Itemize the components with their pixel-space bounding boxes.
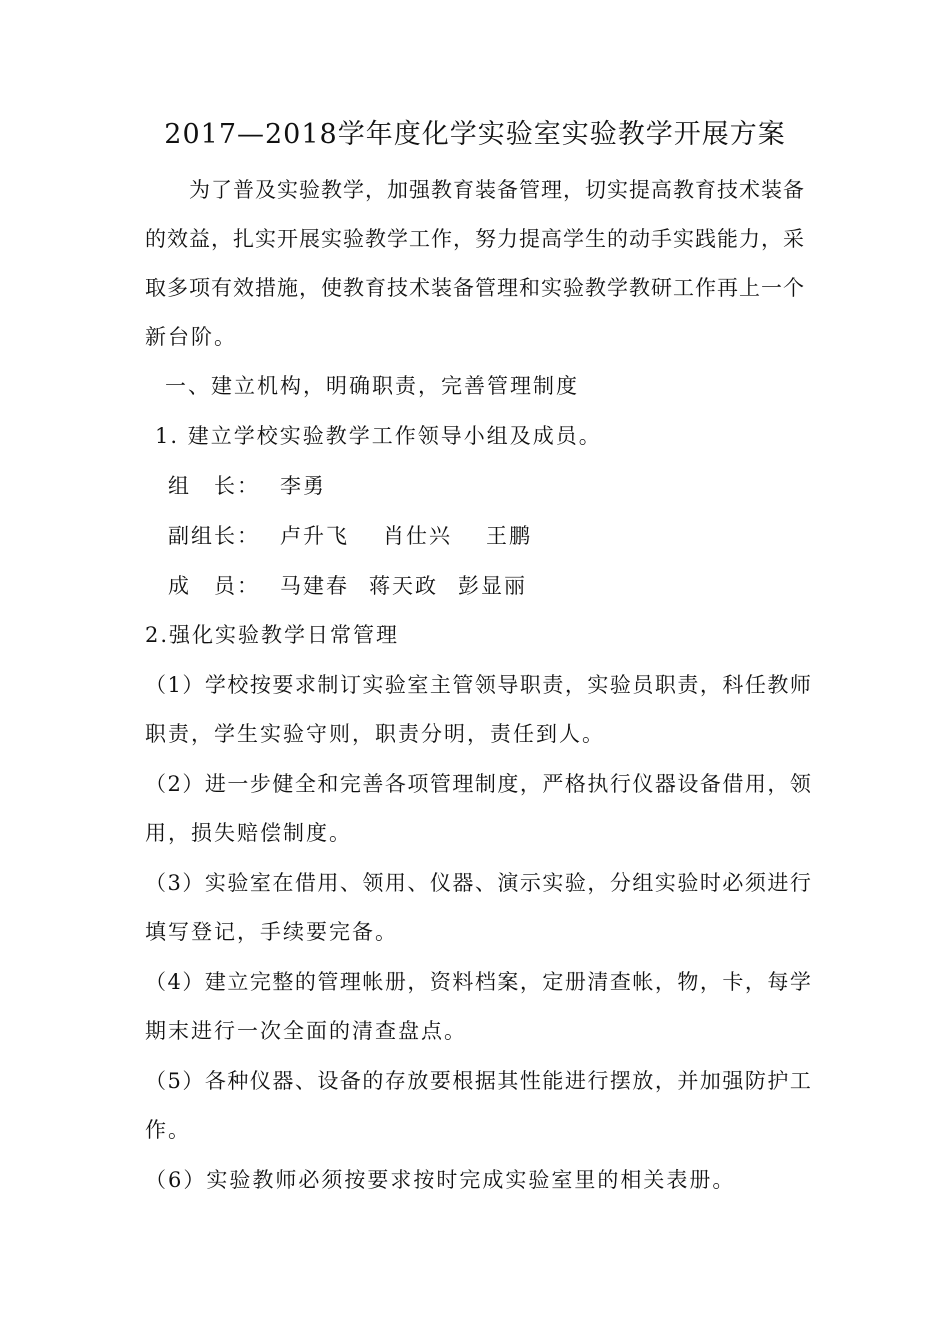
item2-line: 填写登记，手续要完备。 xyxy=(145,920,398,944)
item2-line: 期末进行一次全面的清查盘点。 xyxy=(145,1019,467,1043)
intro-line-4: 新台阶。 xyxy=(145,325,237,349)
item2-line: （4）建立完整的管理帐册，资料档案，定册清查帐，物，卡，每学 xyxy=(145,970,813,994)
item2-line: 用，损失赔偿制度。 xyxy=(145,821,352,845)
document-title: 2017—2018学年度化学实验室实验教学开展方案 xyxy=(164,119,786,150)
item2-line: （6）实验教师必须按要求按时完成实验室里的相关表册。 xyxy=(145,1168,736,1192)
item2-line: （3）实验室在借用、领用、仪器、演示实验，分组实验时必须进行 xyxy=(145,871,813,895)
item-heading-1: 1. 建立学校实验教学工作领导小组及成员。 xyxy=(155,424,602,448)
deputy-role-label: 副组长： xyxy=(168,524,260,548)
member-name: 彭显丽 xyxy=(458,574,527,598)
item2-line: 作。 xyxy=(145,1118,191,1142)
deputy-name: 卢升飞 xyxy=(280,524,349,548)
member-role-label: 成 员： xyxy=(168,574,260,598)
leader-role-label: 组 长： xyxy=(168,474,260,498)
item-heading-2: 2.强化实验教学日常管理 xyxy=(145,623,400,647)
item2-line: 职责，学生实验守则，职责分明，责任到人。 xyxy=(145,722,605,746)
leader-names xyxy=(280,471,326,501)
item2-line: （5）各种仪器、设备的存放要根据其性能进行摆放，并加强防护工 xyxy=(145,1069,813,1093)
member-name: 蒋天政 xyxy=(369,574,438,598)
intro-line-1: 为了普及实验教学，加强教育装备管理，切实提高教育技术装备 xyxy=(189,178,805,202)
deputy-name: 肖仕兴 xyxy=(383,524,452,548)
intro-line-3: 取多项有效措施，使教育技术装备管理和实验教学教研工作再上一个 xyxy=(145,276,805,300)
deputy-name: 王鹏 xyxy=(486,524,532,548)
deputy-names xyxy=(280,521,532,551)
section-heading-1: 一、建立机构，明确职责，完善管理制度 xyxy=(165,374,579,398)
item2-line: （2）进一步健全和完善各项管理制度，严格执行仪器设备借用，领 xyxy=(145,772,813,796)
leader-name: 李勇 xyxy=(280,474,326,498)
item2-line: （1）学校按要求制订实验室主管领导职责，实验员职责，科任教师 xyxy=(145,673,813,697)
intro-line-2: 的效益，扎实开展实验教学工作，努力提高学生的动手实践能力，采 xyxy=(145,227,805,251)
member-name: 马建春 xyxy=(280,574,349,598)
member-names xyxy=(280,571,527,601)
